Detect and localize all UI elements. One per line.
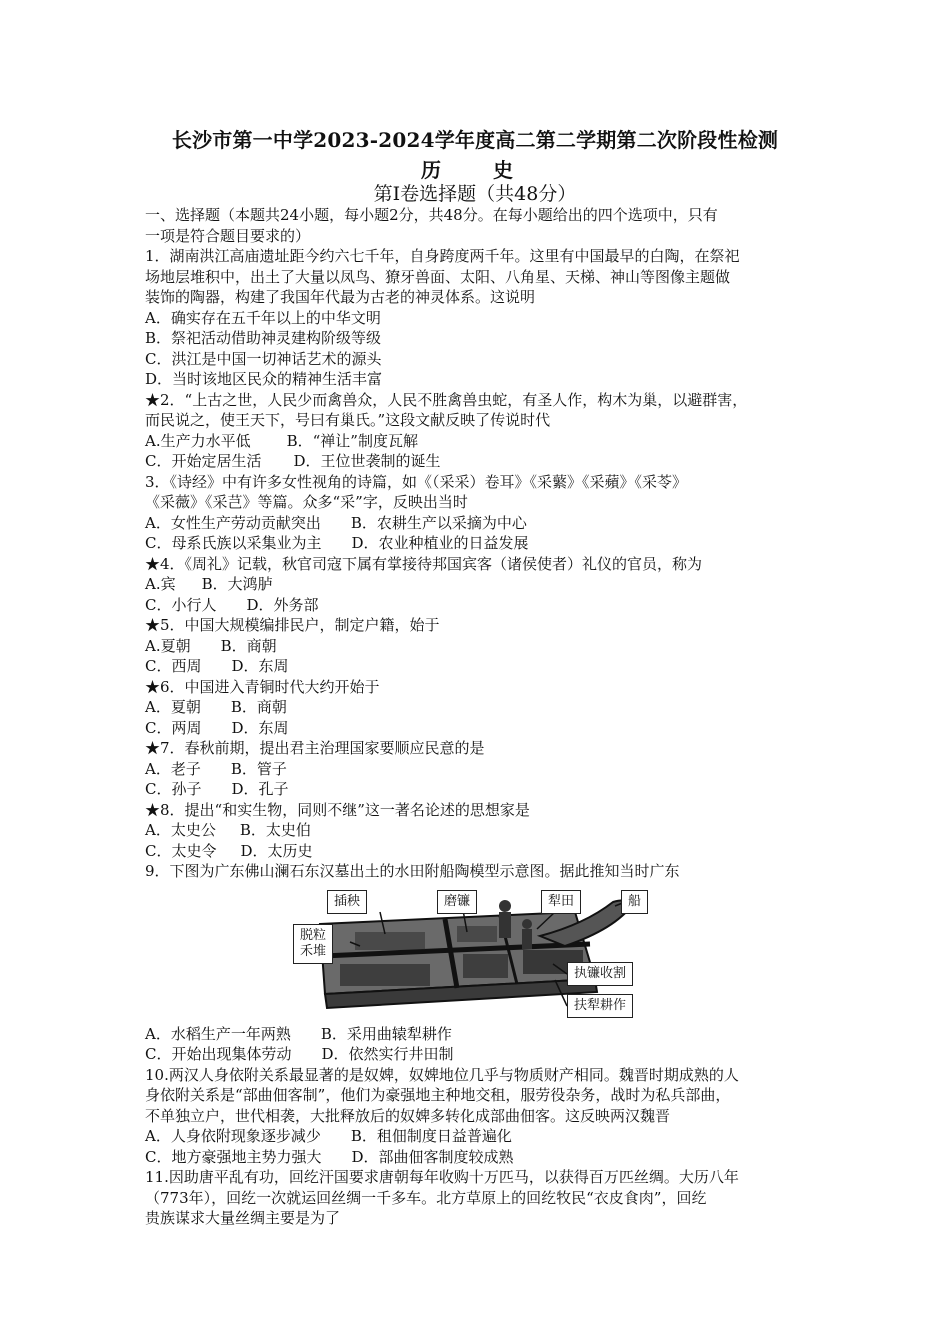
q10-options-cd — [145, 1147, 810, 1168]
q8-option-c: C．太史令 — [145, 841, 217, 860]
q6-option-b: B．商朝 — [230, 698, 287, 716]
q9-option-b: B．采用曲辕犁耕作 — [320, 1024, 452, 1043]
q10-stem: 身依附关系是“部曲佃客制”，他们为豪强地主种地交租，服劳役杂务，战时为私兵部曲， — [145, 1086, 731, 1104]
q4-stem: ★4．《周礼》记载，秋官司寇下属有掌接待邦国宾客（诸侯使者）礼仪的官员，称为 — [145, 554, 703, 573]
q3-option-b: B．农耕生产以采摘为中心 — [350, 513, 527, 532]
q1-stem: 场地层堆积中，出土了大量以凤鸟、獠牙兽面、太阳、八角星、天梯、神山等图像主题做 — [145, 267, 731, 286]
label-holding-plow: 扶犁耕作 — [567, 994, 633, 1018]
q6-options-cd — [145, 718, 810, 739]
q11-stem: 11.因助唐平乱有功，回纥汗国要求唐朝每年收购十万匹马，以获得百万匹丝绸。大历八年 — [145, 1168, 739, 1186]
exam-title: 长沙市第一中学2023-2024学年度高二第二学期第二次阶段性检测 — [171, 128, 779, 152]
q1-option-d: D．当时该地区民众的精神生活丰富 — [145, 370, 383, 388]
q2-option-b: B．“禅让”制度瓦解 — [286, 431, 418, 450]
q1-stem: 1．湖南洪江高庙遗址距今约六七千年，自身跨度两千年。这里有中国最早的白陶，在祭祀 — [145, 247, 740, 265]
q8-option-b: B．太史伯 — [239, 821, 311, 839]
q3-options-ab — [145, 513, 810, 534]
label-grain-stack: 禾堆 — [300, 943, 327, 959]
q7-option-d: D．孔子 — [231, 780, 289, 798]
q5-option-c: C．西周 — [145, 657, 202, 675]
q3-option-d: D．农业种植业的日益发展 — [351, 534, 529, 552]
q10-options-ab — [145, 1126, 810, 1147]
q6-option-a: A．夏朝 — [145, 698, 201, 716]
label-boat: 船 — [621, 890, 648, 914]
q4-options-cd — [145, 595, 810, 616]
q2-options-ab — [145, 431, 810, 452]
q1-option-c: C．洪江是中国一切神话艺术的源头 — [145, 349, 382, 368]
label-threshing: 脱粒 — [300, 927, 327, 943]
label-plowing-field: 犁田 — [541, 890, 581, 914]
paddy-boat-model-figure — [145, 884, 810, 1022]
q7-options-cd — [145, 779, 810, 800]
q3-stem: 《采薇》《采芑》等篇。众多“采”字，反映出当时 — [145, 493, 468, 511]
q3-option-c: C．母系氏族以采集业为主 — [145, 534, 322, 552]
intro-line: 一、选择题（本题共24小题，每小题2分，共48分。在每小题给出的四个选项中，只有 — [145, 206, 718, 224]
q4-options-ab — [145, 574, 810, 595]
pottery-model-drawing — [145, 884, 810, 1022]
q5-option-a: A.夏朝 — [145, 636, 191, 655]
q2-option-c: C．开始定居生活 — [145, 452, 262, 470]
label-reaping: 执镰收割 — [567, 962, 633, 986]
q2-stem: ★2．“上古之世，人民少而禽兽众，人民不胜禽兽虫蛇，有圣人作，构木为巢，以避群害， — [145, 390, 748, 409]
q9-options-cd — [145, 1044, 810, 1065]
q10-stem: 不单独立户，世代相袭，大批释放后的奴婢多转化成部曲佃客。这反映两汉魏晋 — [145, 1106, 671, 1125]
q8-option-d: D．太历史 — [240, 841, 313, 860]
q1-stem: 装饰的陶器，构建了我国年代最为古老的神灵体系。这说明 — [145, 288, 536, 306]
q9-stem: 9．下图为广东佛山澜石东汉墓出土的水田附船陶模型示意图。据此推知当时广东 — [145, 862, 680, 880]
q3-option-a: A．女性生产劳动贡献突出 — [145, 513, 321, 532]
q3-stem: 3．《诗经》中有许多女性视角的诗篇，如《（采采）卷耳》《采蘩》《采蘋》《采苓》 — [145, 472, 688, 491]
q9-option-c: C．开始出现集体劳动 — [145, 1045, 292, 1063]
q9-option-a: A．水稻生产一年两熟 — [145, 1024, 291, 1043]
q3-options-cd — [145, 533, 810, 554]
section-title: 第Ⅰ卷选择题（共48分） — [373, 183, 577, 205]
q10-option-d: D．部曲佃客制度较成熟 — [351, 1147, 514, 1166]
q9-options-ab — [145, 1024, 810, 1045]
label-threshing-stack — [293, 924, 333, 964]
question-list — [145, 205, 810, 1229]
q5-options-ab — [145, 636, 810, 657]
q8-stem: ★8．提出“和实生物，同则不继”这一著名论述的思想家是 — [145, 800, 530, 819]
subject-title: 历 史 — [421, 158, 529, 182]
q6-stem: ★6．中国进入青铜时代大约开始于 — [145, 677, 380, 696]
q6-options-ab — [145, 697, 810, 718]
q7-options-ab — [145, 759, 810, 780]
q8-options-ab — [145, 820, 810, 841]
q7-option-b: B．管子 — [230, 759, 287, 778]
q5-stem: ★5．中国大规模编排民户，制定户籍，始于 — [145, 616, 440, 634]
q4-option-a: A.宾 — [145, 575, 176, 593]
q2-option-d: D．王位世袭制的诞生 — [293, 452, 441, 470]
q7-stem: ★7．春秋前期，提出君主治理国家要顺应民意的是 — [145, 739, 485, 757]
q11-stem: 贵族谋求大量丝绸主要是为了 — [145, 1209, 341, 1227]
q1-option-b: B．祭祀活动借助神灵建构阶级等级 — [145, 329, 382, 347]
q5-option-b: B．商朝 — [220, 636, 277, 655]
q2-option-a: A.生产力水平低 — [145, 431, 251, 450]
q4-option-c: C．小行人 — [145, 595, 217, 614]
q10-option-a: A．人身依附现象逐步减少 — [145, 1127, 321, 1145]
q8-options-cd — [145, 841, 810, 862]
intro-line: 一项是符合题目要求的） — [145, 226, 311, 245]
q7-option-c: C．孙子 — [145, 780, 202, 798]
q10-option-b: B．租佃制度日益普遍化 — [350, 1127, 512, 1145]
q6-option-c: C．两周 — [145, 718, 202, 737]
q10-option-c: C．地方豪强地主势力强大 — [145, 1147, 322, 1166]
q5-option-d: D．东周 — [231, 657, 289, 675]
q11-stem: （773年），回纥一次就运回丝绸一千多车。北方草原上的回纥牧民“衣皮食肉”，回纥 — [145, 1188, 707, 1207]
q10-stem: 10.两汉人身依附关系最显著的是奴婢，奴婢地位几乎与物质财产相同。魏晋时期成熟的人 — [145, 1065, 739, 1084]
q4-option-d: D．外务部 — [246, 595, 319, 614]
q4-option-b: B．大鸿胪 — [201, 575, 273, 593]
q5-options-cd — [145, 656, 810, 677]
q8-option-a: A．太史公 — [145, 821, 216, 839]
label-transplanting: 插秧 — [327, 890, 367, 914]
q2-stem: 而民说之，使王天下，号曰有巢氏。”这段文献反映了传说时代 — [145, 411, 551, 429]
q1-option-a: A．确实存在五千年以上的中华文明 — [145, 308, 381, 327]
label-sickle-grinding: 磨镰 — [437, 890, 477, 914]
q2-options-cd — [145, 451, 810, 472]
q9-option-d: D．依然实行井田制 — [321, 1045, 454, 1063]
q6-option-d: D．东周 — [231, 718, 289, 737]
q7-option-a: A．老子 — [145, 759, 201, 778]
